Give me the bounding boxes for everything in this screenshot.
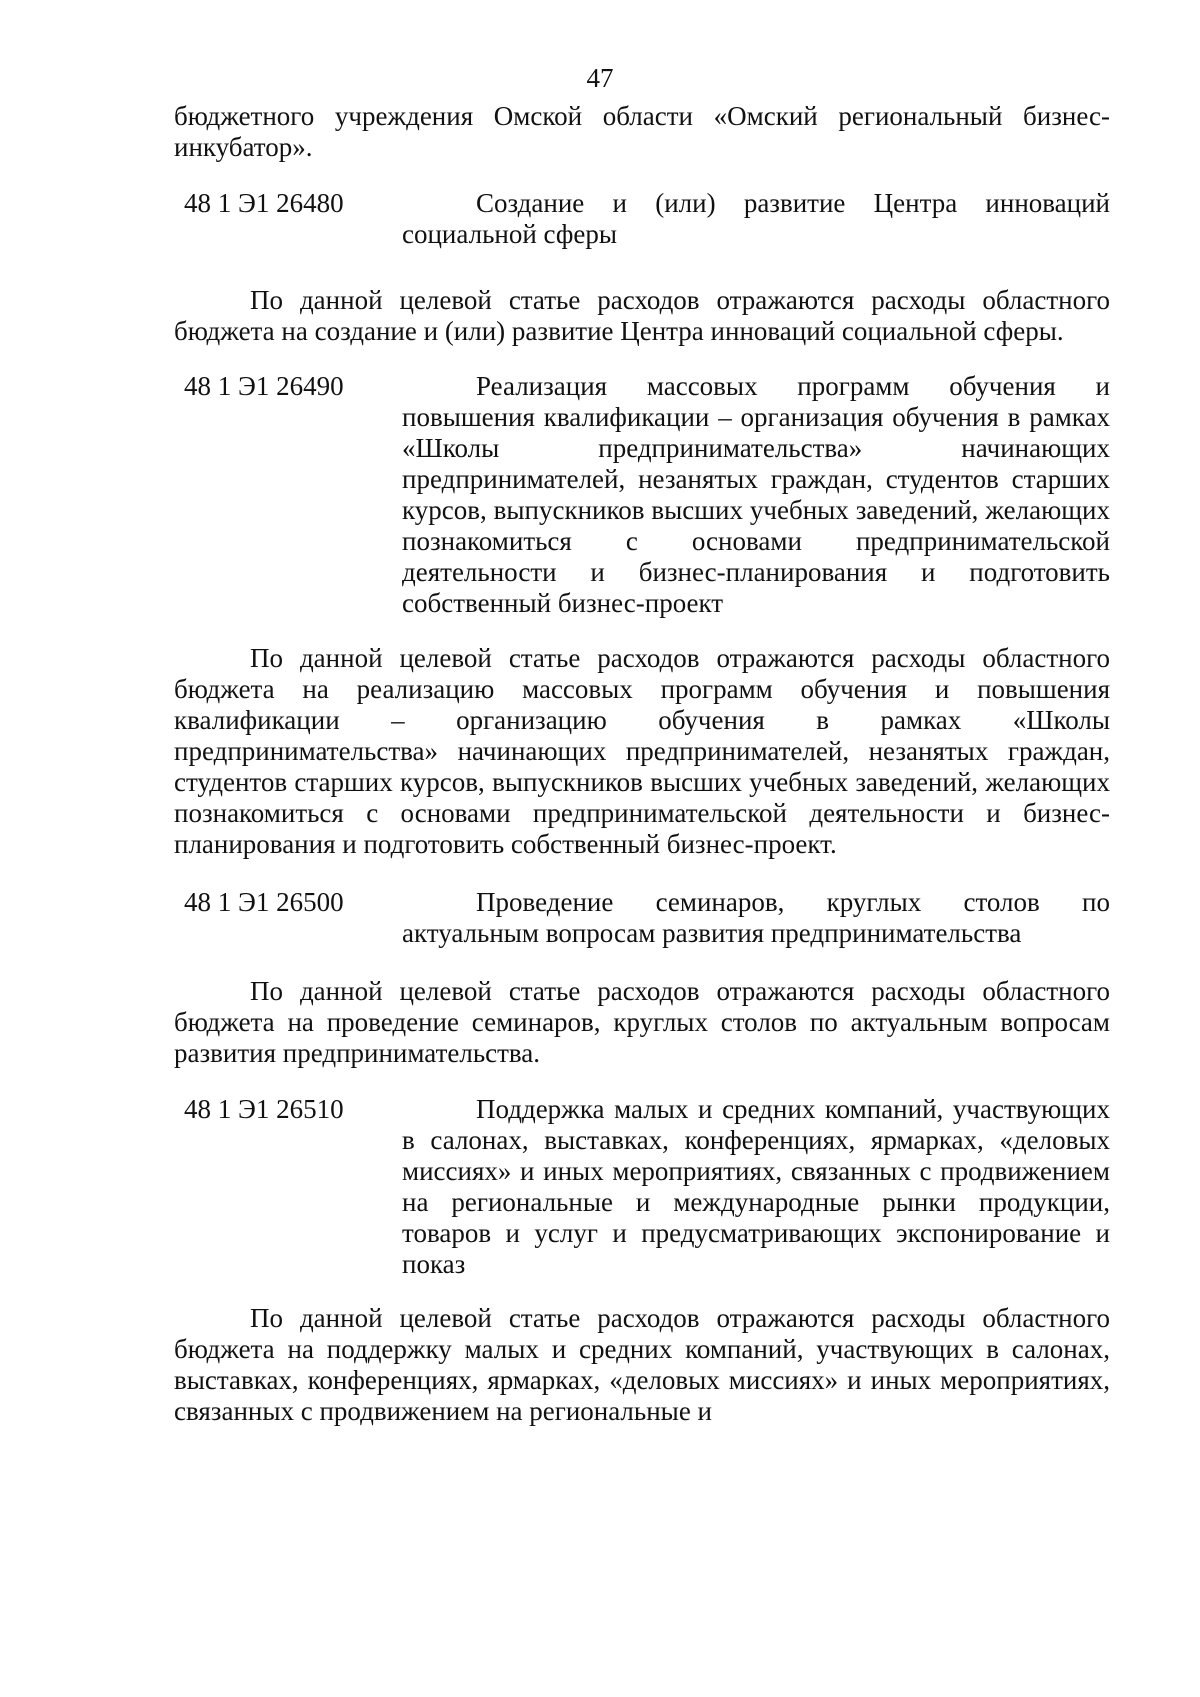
budget-code: 48 1 Э1 26480 <box>184 188 344 218</box>
budget-entry-title: Проведение семинаров, круглых столов по актуальным вопросам развития предпринимательства <box>402 887 1110 948</box>
budget-entry-title: Создание и (или) развитие Центра инноваций социальной сферы <box>402 188 1110 249</box>
entry-explanation: По данной целевой статье расходов отражаются расходы областного бюджета на создание и (или) развитие Центра инноваций социальной сферы. <box>174 285 1110 346</box>
entry-explanation: По данной целевой статье расходов отражаются расходы областного бюджета на проведение семинаров, круглых столов по актуальным вопросам развития предпринимательства. <box>174 976 1110 1068</box>
entry-explanation: По данной целевой статье расходов отражаются расходы областного бюджета на реализацию массовых программ обучения и повышения квалификации – организацию обучения в рамках «Школы предпринимательства» начинающих предпринимателей, незанятых граждан, студентов старших курсов, выпускников высших учебных заведений, желающих познакомиться с основами предпринимательской деятельности и бизнес-планирования и подготовить собственный бизнес-проект. <box>174 643 1110 859</box>
page-number: 47 <box>586 63 614 93</box>
budget-code: 48 1 Э1 26500 <box>184 887 344 917</box>
opening-paragraph: бюджетного учреждения Омской области «Омский региональный бизнес-инкубатор». <box>174 101 1110 162</box>
budget-code: 48 1 Э1 26510 <box>184 1094 344 1124</box>
budget-entry-title: Поддержка малых и средних компаний, участвующих в салонах, выставках, конференциях, ярмарках, «деловых миссиях» и иных мероприятиях, связанных с продвижением на региональные и международные рынки продукции, товаров и услуг и предусматривающих экспонирование и показ <box>402 1094 1110 1279</box>
entry-explanation: По данной целевой статье расходов отражаются расходы областного бюджета на поддержку малых и средних компаний, участвующих в салонах, выставках, конференциях, ярмарках, «деловых миссиях» и иных мероприятиях, связанных с продвижением на региональные и <box>174 1303 1110 1426</box>
budget-entry-title: Реализация массовых программ обучения и повышения квалификации – организация обучения в рамках «Школы предпринимательства» начинающих предпринимателей, незанятых граждан, студентов старших курсов, выпускников высших учебных заведений, желающих познакомиться с основами предпринимательской деятельности и бизнес-планирования и подготовить собственный бизнес-проект <box>402 371 1110 618</box>
budget-code: 48 1 Э1 26490 <box>184 371 344 401</box>
